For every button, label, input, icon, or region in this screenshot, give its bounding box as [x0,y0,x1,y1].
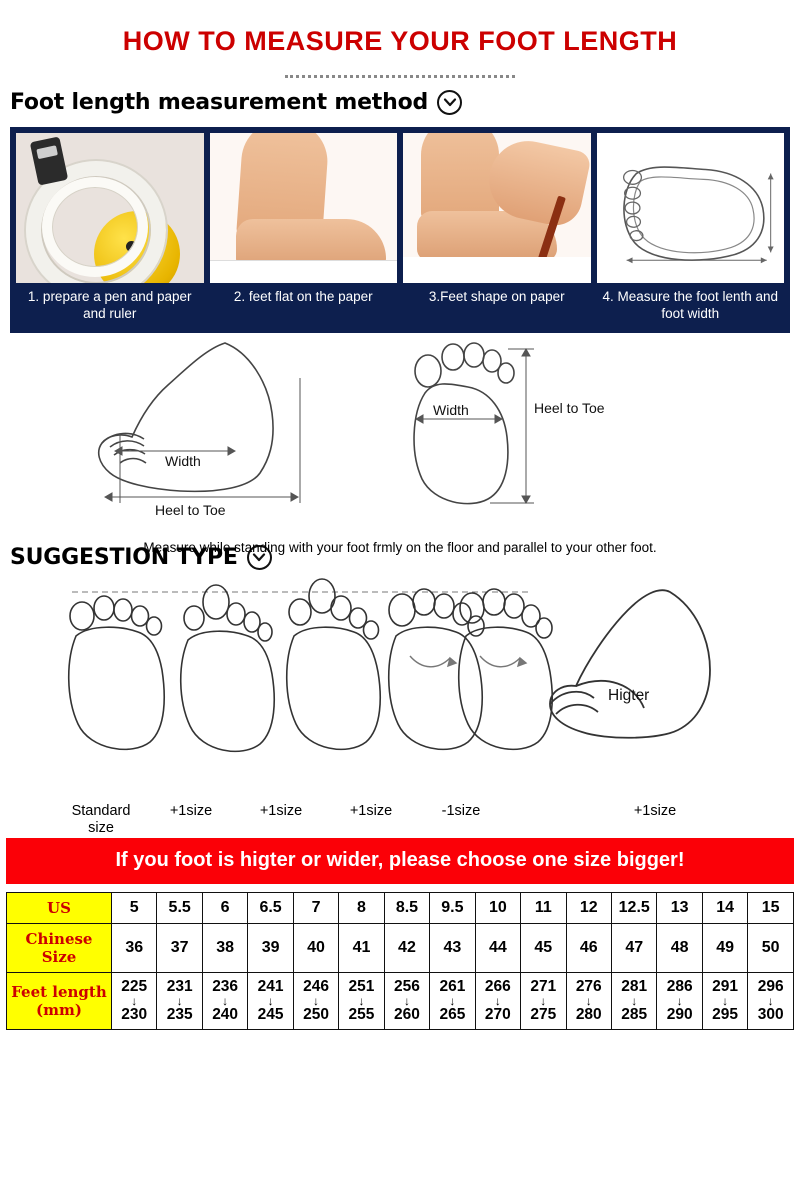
us-size-cell: 14 [702,892,747,923]
table-row-chinese [7,923,794,972]
mm-to: 295 [712,1006,739,1024]
mm-from: 256 [394,977,420,995]
foot-type-plus1-b [287,579,380,749]
paper-sheet [210,261,398,283]
cn-size-cell: 44 [475,923,520,972]
method-photo-row [16,133,784,283]
label-width-side: Width [165,452,201,469]
down-arrow-icon: ↓ [585,994,592,1009]
tape-clip [30,136,68,185]
foot-type-standard [69,596,164,749]
row-header-feet-length [7,972,112,1030]
down-arrow-icon: ↓ [631,994,638,1009]
measure-note: Measure while standing with your foot frmly on the floor and parallel to your other foot. [143,539,657,555]
mm-range-cell [657,972,702,1030]
cn-size-cell: 40 [293,923,338,972]
mm-to: 230 [121,1006,148,1024]
section-heading-method [0,78,800,123]
cn-size-cell: 46 [566,923,611,972]
suggestion-label-4: -1size [441,802,481,819]
mm-from: 281 [621,977,648,995]
suggestion-label-2: +1size [259,802,303,819]
mm-range-cell [702,972,747,1030]
method-photo-block [10,127,790,333]
mm-range-cell [339,972,384,1030]
page-title: HOW TO MEASURE YOUR FOOT LENGTH [122,26,678,56]
us-size-cell: 11 [521,892,566,923]
us-size-cell: 6.5 [248,892,293,923]
cn-size-cell: 39 [248,923,293,972]
suggestion-label-0 [56,803,146,838]
mm-from: 231 [166,977,193,995]
suggestion-label-3: +1size [349,802,393,819]
us-size-cell: 15 [748,892,794,923]
feet-length-label-line2: (mm) [36,1001,82,1020]
mm-from: 271 [530,977,557,995]
suggestion-heading-label: SUGGESTION TYPE [10,544,238,570]
mm-to: 300 [757,1006,784,1024]
us-size-cell: 5 [112,892,157,923]
mm-range-cell [248,972,293,1030]
heel-to-toe-arrow-top [490,349,534,503]
dotted-divider [285,71,515,78]
photo-step-3-trace-foot [403,133,591,283]
method-heading-label: Foot length measurement method [10,90,429,115]
us-size-cell: 7 [293,892,338,923]
cn-size-cell: 50 [748,923,794,972]
suggestion-label-row [20,803,780,838]
foot-type-minus1 [459,589,552,749]
measurement-diagram-band [10,333,790,555]
mm-range-cell [384,972,429,1030]
mm-from: 266 [484,977,511,995]
suggestion-label-0-line2: size [88,820,114,837]
cn-size-cell: 38 [202,923,247,972]
down-arrow-icon: ↓ [313,994,320,1009]
mm-from: 276 [575,977,602,995]
table-row-us [7,892,794,923]
suggestion-diagram-band [10,578,790,837]
row-header-us: US [7,892,112,923]
down-arrow-icon: ↓ [403,994,410,1009]
step-caption-1: 1. prepare a pen and paper and ruler [27,289,192,321]
mm-from: 251 [348,977,375,995]
mm-from: 291 [712,977,739,995]
cn-size-cell: 36 [112,923,157,972]
footprint-outline-svg [597,133,785,283]
down-arrow-icon: ↓ [540,994,547,1009]
suggestion-label-0-line1: Standard [71,802,131,819]
down-arrow-icon: ↓ [222,994,229,1009]
down-arrow-icon: ↓ [676,994,683,1009]
top-view-foot [414,343,514,504]
label-heel-to-toe-top: Heel to Toe [534,399,605,416]
mm-to: 270 [484,1006,511,1024]
pressure-arrow-2 [480,656,526,667]
cn-size-cell: 49 [702,923,747,972]
cn-size-cell: 43 [430,923,475,972]
us-size-cell: 8 [339,892,384,923]
mm-to: 235 [166,1006,193,1024]
down-arrow-icon: ↓ [131,994,138,1009]
cn-size-cell: 37 [157,923,202,972]
size-chart-table [6,892,794,1031]
mm-range-cell [157,972,202,1030]
mm-range-cell [611,972,656,1030]
us-size-cell: 8.5 [384,892,429,923]
photo-step-2-foot-flat [210,133,398,283]
mm-to: 250 [303,1006,329,1024]
mm-from: 296 [757,977,784,995]
table-row-feet-length [7,972,794,1030]
us-size-cell: 9.5 [430,892,475,923]
down-arrow-icon: ↓ [267,994,274,1009]
mm-from: 261 [439,977,466,995]
mm-range-cell [430,972,475,1030]
us-size-cell: 13 [657,892,702,923]
mm-to: 290 [666,1006,693,1024]
feet-length-label-line1: Feet length [11,983,107,1002]
suggestion-feet-svg [10,578,790,798]
down-arrow-icon: ↓ [358,994,365,1009]
down-arrow-icon: ↓ [767,994,774,1009]
mm-to: 285 [621,1006,648,1024]
step-caption-2: 2. feet flat on the paper [233,289,373,304]
mm-to: 280 [575,1006,602,1024]
method-caption-row [16,289,784,323]
step-caption-3: 3.Feet shape on paper [428,289,565,304]
leg-shape [421,133,499,221]
down-arrow-icon: ↓ [722,994,729,1009]
foot-type-higher-instep [550,590,710,738]
mm-range-cell [521,972,566,1030]
label-higher: Higter [608,686,650,704]
down-arrow-icon: ↓ [176,994,183,1009]
cn-size-cell: 47 [611,923,656,972]
size-advice-banner: If you foot is higter or wider, please choose one size bigger! [6,838,794,884]
pressure-arrow-1 [410,656,456,667]
step-caption-4: 4. Measure the foot lenth and foot width [602,289,779,321]
suggestion-label-1: +1size [169,802,213,819]
mm-from: 236 [212,977,239,995]
cn-size-cell: 41 [339,923,384,972]
mm-to: 240 [212,1006,239,1024]
mm-range-cell [112,972,157,1030]
width-dimension-side [120,378,300,503]
chevron-down-circle-icon[interactable] [437,90,462,115]
measurement-diagrams-svg [10,333,790,533]
mm-from: 241 [257,977,284,995]
us-size-cell: 12 [566,892,611,923]
us-size-cell: 10 [475,892,520,923]
tape-measure-inner [42,177,148,277]
row-header-chinese-size: Chinese Size [7,923,112,972]
label-width-top: Width [433,401,469,418]
mm-to: 265 [439,1006,466,1024]
cn-size-cell: 42 [384,923,429,972]
us-size-cell: 12.5 [611,892,656,923]
mm-to: 260 [394,1006,420,1024]
paper-sheet [403,257,591,283]
side-view-foot [99,343,273,491]
down-arrow-icon: ↓ [494,994,501,1009]
mm-range-cell [202,972,247,1030]
suggestion-label-higher: +1size [633,802,677,819]
photo-step-1-tape-measure [16,133,204,283]
mm-from: 246 [303,977,329,995]
us-size-cell: 5.5 [157,892,202,923]
heel-to-toe-arrow-side [105,493,298,501]
foot-type-plus1-c [389,589,484,749]
mm-range-cell [293,972,338,1030]
mm-to: 245 [257,1006,284,1024]
label-heel-to-toe-side: Heel to Toe [155,501,226,518]
mm-from: 286 [666,977,693,995]
mm-to: 255 [348,1006,375,1024]
mm-range-cell [748,972,794,1030]
down-arrow-icon: ↓ [449,994,456,1009]
cn-size-cell: 45 [521,923,566,972]
mm-range-cell [475,972,520,1030]
foot-type-plus1-a [181,585,274,751]
mm-range-cell [566,972,611,1030]
mm-to: 275 [530,1006,557,1024]
mm-from: 225 [121,977,148,995]
photo-step-4-footprint-diagram [597,133,785,283]
us-size-cell: 6 [202,892,247,923]
cn-size-cell: 48 [657,923,702,972]
